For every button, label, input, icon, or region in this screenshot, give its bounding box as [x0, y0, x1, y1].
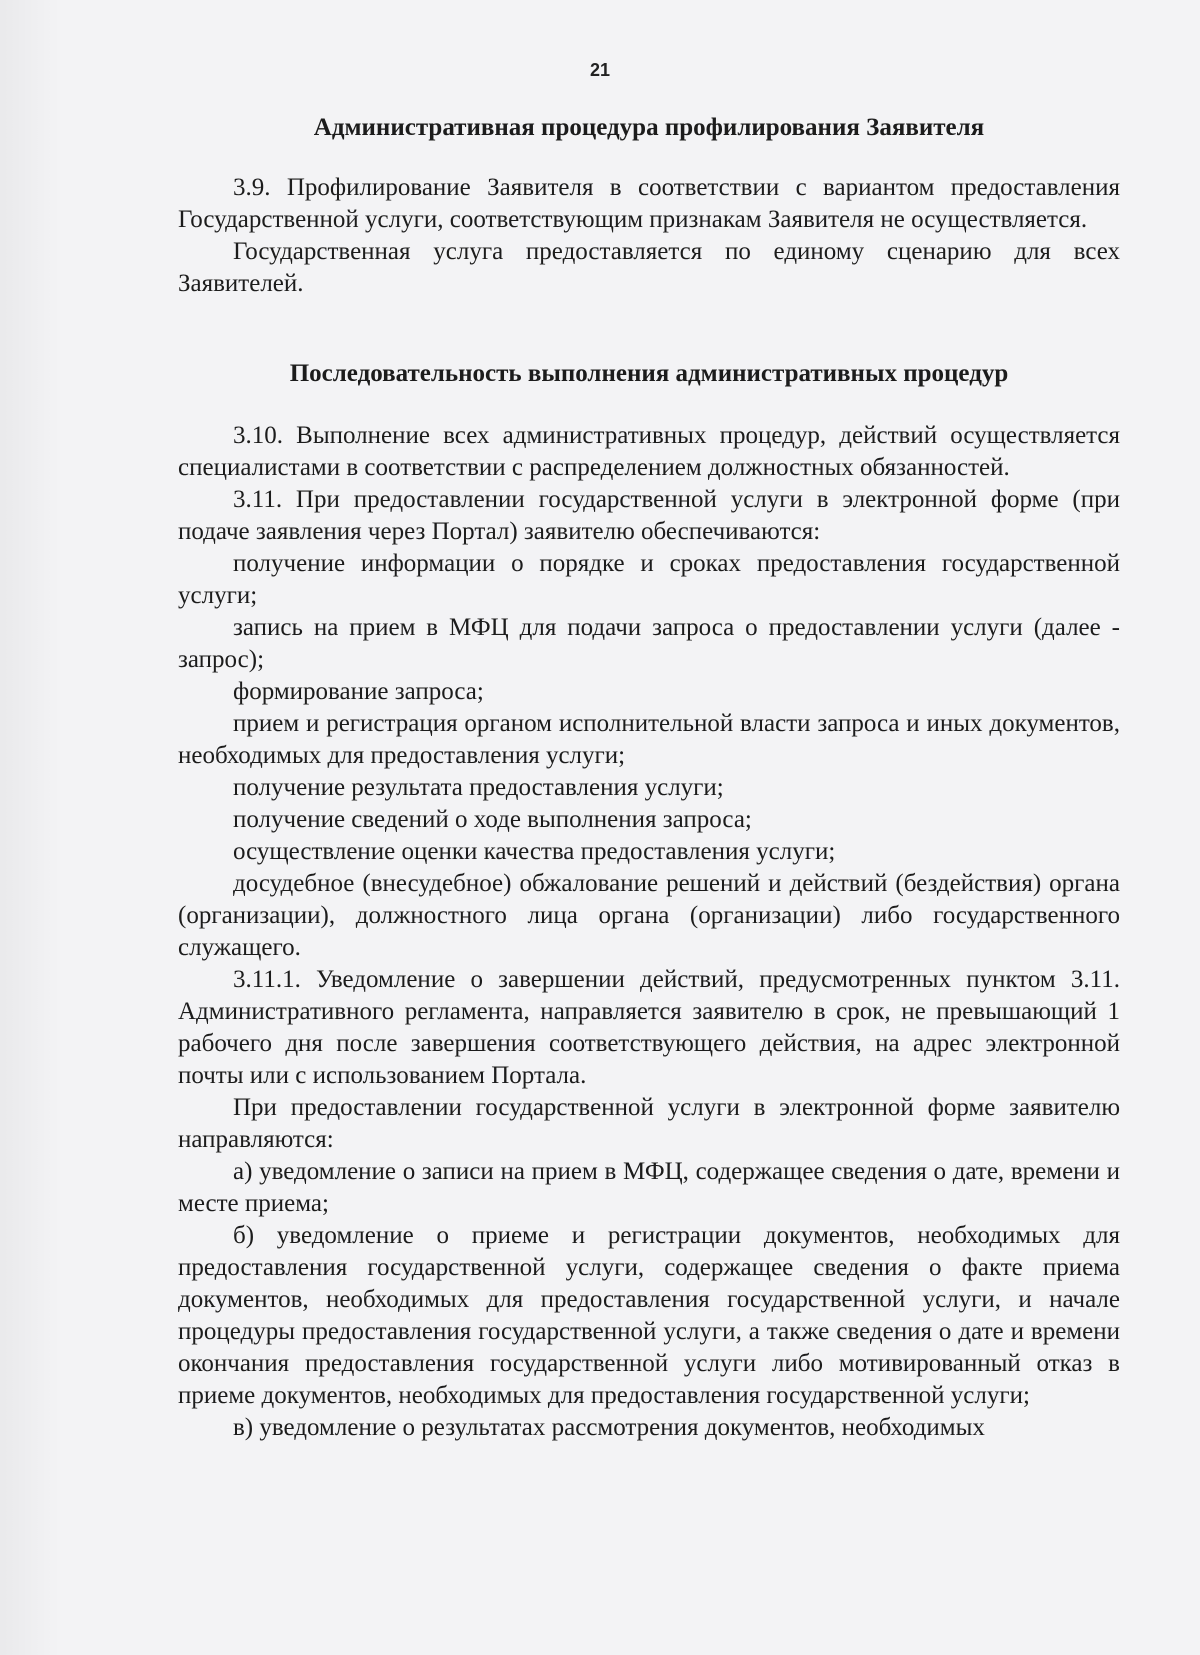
document-body [178, 112, 1120, 1444]
list-item-quality: осуществление оценки качества предоставления услуги; [233, 838, 836, 865]
scan-edge-shadow [0, 0, 60, 1655]
list-item-notification-b: б) уведомление о приеме и регистрации документов, необходимых для предоставления государственной услуги, содержащее сведения о факте приема документов, необходимых для предоставления государственной услуги, и начале процедуры предоставления государственной услуги, а также сведения о дате и времени окончания предоставления государственной услуги либо мотивированный отказ в приеме документов, необходимых для предоставления государственной услуги; [178, 1222, 1120, 1409]
paragraph-single-scenario: Государственная услуга предоставляется по единому сценарию для всех Заявителей. [178, 238, 1120, 297]
list-item-notification-a: а) уведомление о записи на прием в МФЦ, содержащее сведения о дате, времени и месте приема; [178, 1158, 1120, 1217]
paragraph-3-11-1: 3.11.1. Уведомление о завершении действий, предусмотренных пунктом 3.11. Административного регламента, направляется заявителю в срок, не превышающий 1 рабочего дня после завершения соответствующего действия, на адрес электронной почты или с использованием Портала. [178, 966, 1120, 1089]
paragraph-3-9: 3.9. Профилирование Заявителя в соответствии с вариантом предоставления Государственной услуги, соответствующим признакам Заявителя не осуществляется. [178, 174, 1120, 233]
paragraph-3-10: 3.10. Выполнение всех административных процедур, действий осуществляется специалистами в соответствии с распределением должностных обязанностей. [178, 422, 1120, 481]
list-item-progress: получение сведений о ходе выполнения запроса; [233, 806, 752, 833]
list-item-result: получение результата предоставления услуги; [233, 774, 724, 801]
list-item-request-forming: формирование запроса; [233, 678, 484, 705]
list-item-registration: прием и регистрация органом исполнительной власти запроса и иных документов, необходимых для предоставления услуги; [178, 710, 1120, 769]
list-item-notification-c: в) уведомление о результатах рассмотрения документов, необходимых [233, 1414, 985, 1441]
paragraph-notifications-intro: При предоставлении государственной услуги в электронной форме заявителю направляются: [178, 1094, 1120, 1153]
section-title-profiling: Административная процедура профилирования Заявителя [313, 114, 985, 141]
list-item-appeal: досудебное (внесудебное) обжалование решений и действий (бездействия) органа (организации), должностного лица органа (организации) либо государственного служащего. [178, 870, 1120, 961]
list-item-info: получение информации о порядке и сроках предоставления государственной услуги; [178, 550, 1120, 609]
list-item-appointment: запись на прием в МФЦ для подачи запроса о предоставлении услуги (далее - запрос); [178, 614, 1120, 673]
section-title-sequence: Последовательность выполнения административных процедур [289, 360, 1009, 387]
page-number: 21 [589, 60, 611, 80]
paragraph-3-11: 3.11. При предоставлении государственной услуги в электронной форме (при подаче заявления через Портал) заявителю обеспечиваются: [178, 486, 1120, 545]
